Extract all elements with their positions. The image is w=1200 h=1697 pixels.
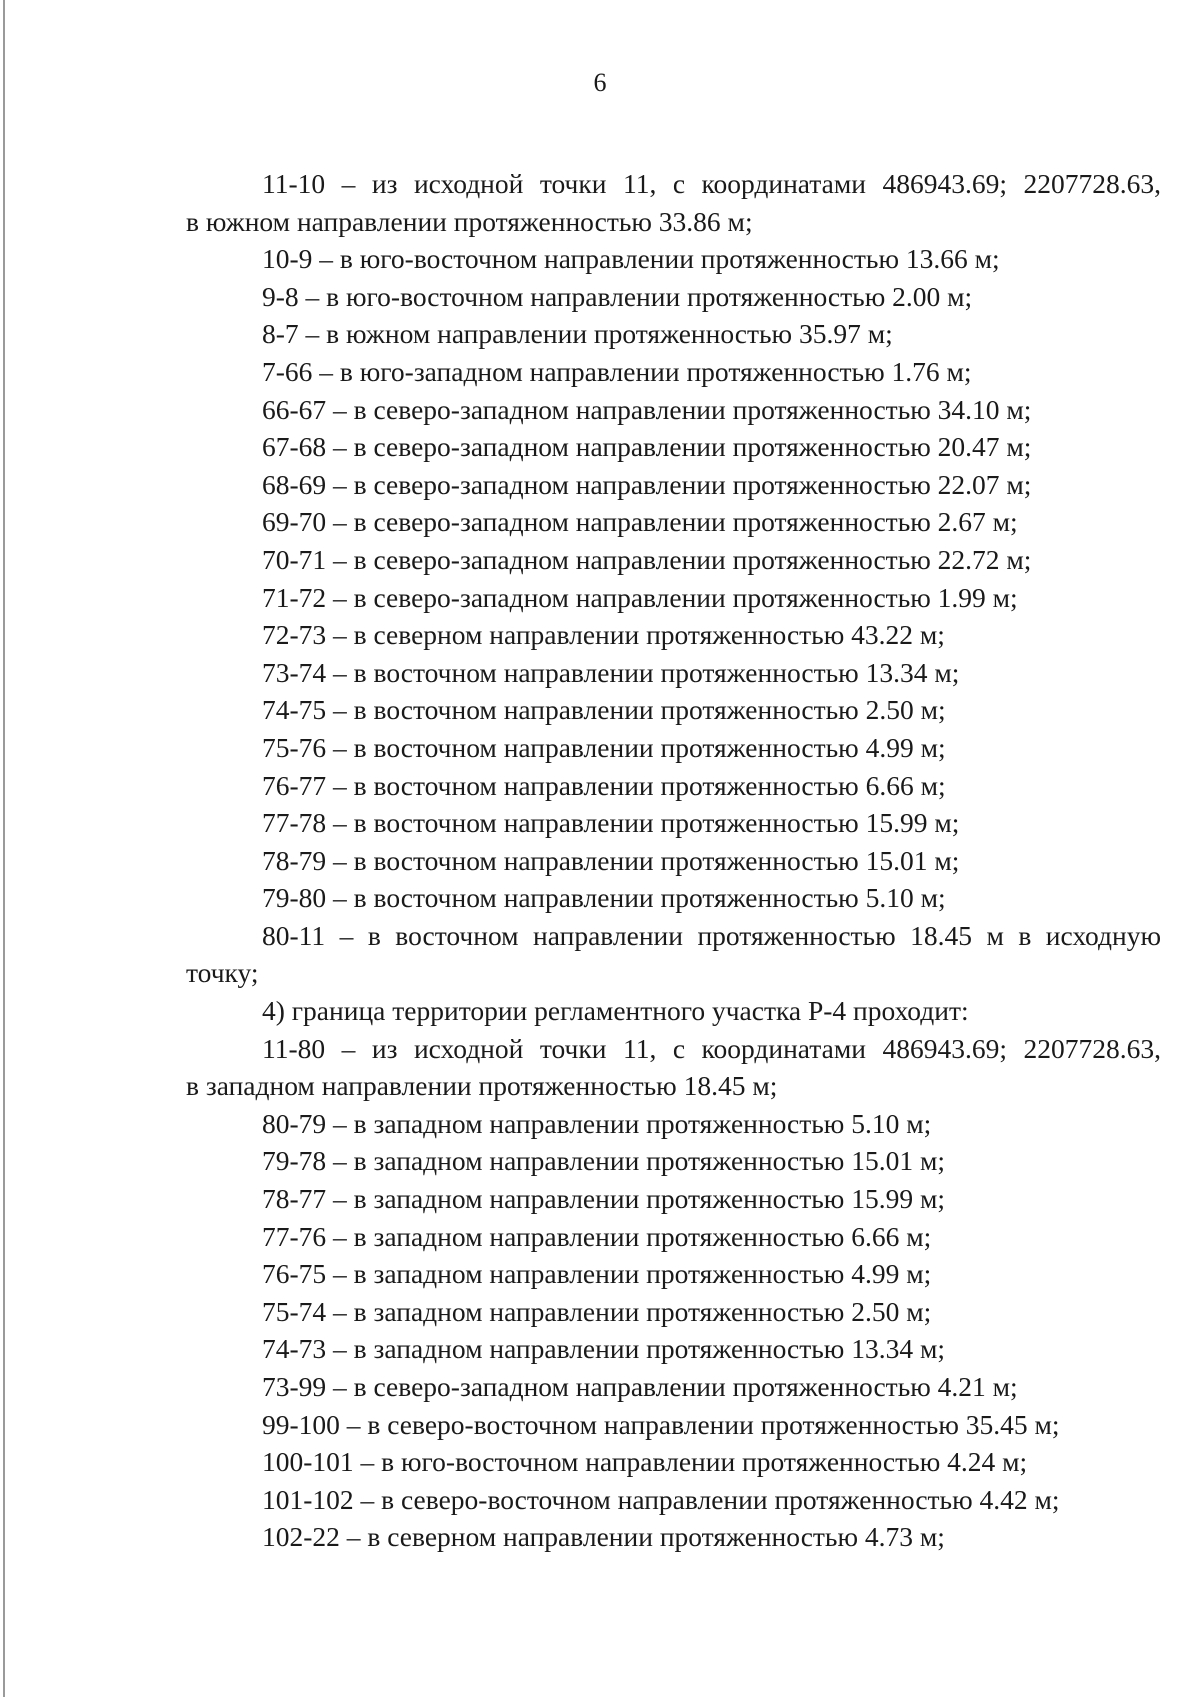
text-line: 75-76 – в восточном направлении протяженностью 4.99 м;	[262, 731, 946, 763]
text-line: 74-75 – в восточном направлении протяженностью 2.50 м;	[262, 694, 946, 726]
page-number: 6	[593, 68, 607, 97]
text-line: 79-78 – в западном направлении протяженностью 15.01 м;	[262, 1145, 946, 1177]
text-line: 11-80 – из исходной точки 11, с координатами 486943.69; 2207728.63,	[262, 1032, 1161, 1064]
text-line: 102-22 – в северном направлении протяженностью 4.73 м;	[262, 1521, 945, 1553]
text-line: 75-74 – в западном направлении протяженностью 2.50 м;	[262, 1295, 932, 1327]
text-line: 71-72 – в северо-западном направлении протяженностью 1.99 м;	[262, 581, 1018, 613]
text-line: 100-101 – в юго-восточном направлении протяженностью 4.24 м;	[262, 1446, 1028, 1478]
text-line: в западном направлении протяженностью 18.45 м;	[186, 1070, 778, 1102]
text-line: 78-77 – в западном направлении протяженностью 15.99 м;	[262, 1183, 946, 1215]
text-line: точку;	[186, 957, 259, 989]
text-line: 80-11 – в восточном направлении протяженностью 18.45 м в исходную	[262, 919, 1161, 951]
text-line: 74-73 – в западном направлении протяженностью 13.34 м;	[262, 1333, 946, 1365]
text-line: 9-8 – в юго-восточном направлении протяженностью 2.00 м;	[262, 280, 973, 312]
text-line: 69-70 – в северо-западном направлении протяженностью 2.67 м;	[262, 506, 1018, 538]
text-line: 4) граница территории регламентного участка Р-4 проходит:	[262, 995, 969, 1027]
text-line: 77-78 – в восточном направлении протяженностью 15.99 м;	[262, 807, 960, 839]
text-line: 99-100 – в северо-восточном направлении протяженностью 35.45 м;	[262, 1408, 1060, 1440]
text-line: 78-79 – в восточном направлении протяженностью 15.01 м;	[262, 844, 960, 876]
text-line: 76-77 – в восточном направлении протяженностью 6.66 м;	[262, 769, 946, 801]
text-line: в южном направлении протяженностью 33.86 м;	[186, 205, 753, 237]
page-edge-line	[3, 0, 5, 1697]
text-line: 67-68 – в северо-западном направлении протяженностью 20.47 м;	[262, 431, 1032, 463]
text-line: 79-80 – в восточном направлении протяженностью 5.10 м;	[262, 882, 946, 914]
text-line: 73-74 – в восточном направлении протяженностью 13.34 м;	[262, 656, 960, 688]
text-line: 80-79 – в западном направлении протяженностью 5.10 м;	[262, 1107, 932, 1139]
text-line: 10-9 – в юго-восточном направлении протяженностью 13.66 м;	[262, 243, 1000, 275]
document-body	[186, 165, 1161, 1556]
text-line: 68-69 – в северо-западном направлении протяженностью 22.07 м;	[262, 468, 1032, 500]
text-line: 72-73 – в северном направлении протяженностью 43.22 м;	[262, 619, 945, 651]
text-line: 77-76 – в западном направлении протяженностью 6.66 м;	[262, 1220, 932, 1252]
text-line: 73-99 – в северо-западном направлении протяженностью 4.21 м;	[262, 1371, 1018, 1402]
text-line: 8-7 – в южном направлении протяженностью 35.97 м;	[262, 318, 893, 350]
text-line: 66-67 – в северо-западном направлении протяженностью 34.10 м;	[262, 393, 1032, 425]
text-line: 11-10 – из исходной точки 11, с координатами 486943.69; 2207728.63,	[262, 168, 1161, 199]
text-line: 7-66 – в юго-западном направлении протяженностью 1.76 м;	[262, 355, 972, 387]
text-line: 101-102 – в северо-восточном направлении протяженностью 4.42 м;	[262, 1483, 1060, 1515]
text-line: 76-75 – в западном направлении протяженностью 4.99 м;	[262, 1258, 932, 1290]
text-line: 70-71 – в северо-западном направлении протяженностью 22.72 м;	[262, 543, 1032, 575]
